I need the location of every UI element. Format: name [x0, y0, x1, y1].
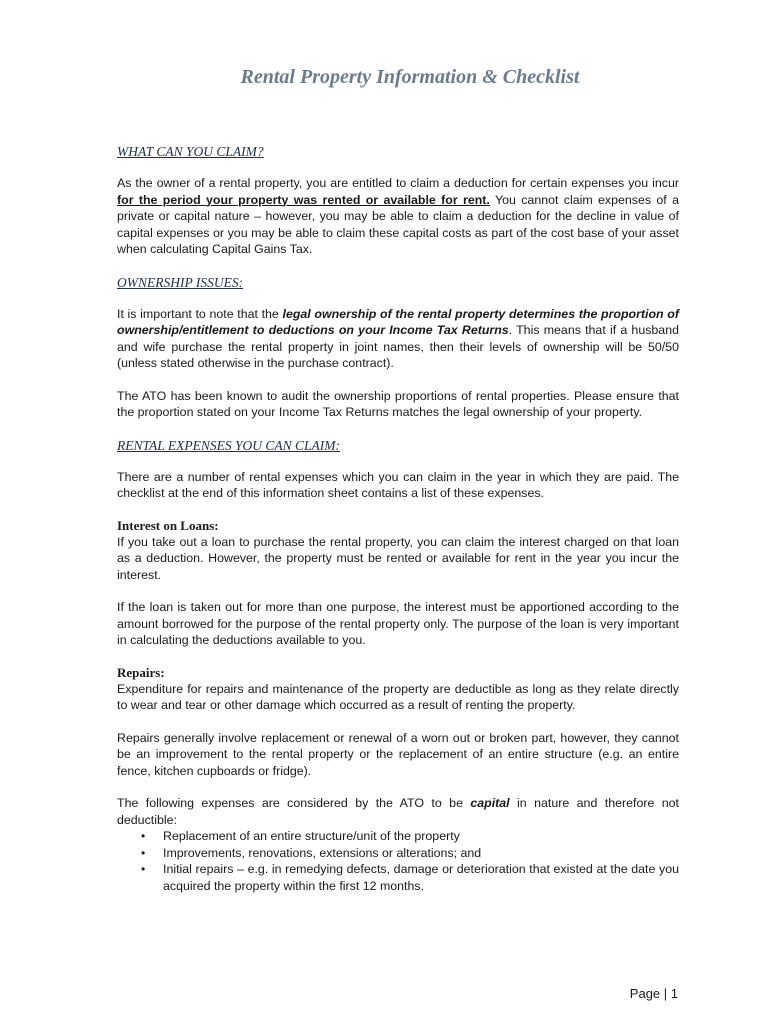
- text-run: You cannot claim expenses of a private or capital nature – however, you may be able to claim a deduction for the decline in value of capital expenses or you may be able to claim these capital costs as part of the cost base of your asset when calculating Capital Gains Tax.: [117, 192, 679, 256]
- subheading-interest-on-loans: Interest on Loans:: [117, 517, 219, 533]
- subheading-repairs: Repairs:: [117, 664, 165, 680]
- document-body: [117, 143, 679, 894]
- paragraph-ownership-2: The ATO has been known to audit the ownership proportions of rental properties. Please ensure that the proportion stated on your Income Tax Returns matches the legal ownership of your property.: [117, 388, 679, 419]
- paragraph-loans-2: If the loan is taken out for more than one purpose, the interest must be apportioned according to the amount borrowed for the purpose of the rental property only. The purpose of the loan is very important in calculating the deductions available to you.: [117, 600, 679, 647]
- emphasis-legal-ownership: legal ownership of the rental property determines the proportion of ownership/entitlement to deductions on your Income Tax Returns: [117, 306, 679, 337]
- list-item: • Replacement of an entire structure/unit of the property: [141, 828, 679, 845]
- text-run: As the owner of a rental property, you are entitled to claim a deduction for certain expenses you incur: [117, 176, 679, 190]
- emphasis-capital: capital: [470, 796, 510, 810]
- emphasis-rental-period: for the period your property was rented or available for rent.: [117, 192, 490, 207]
- paragraph-loans-1: If you take out a loan to purchase the rental property, you can claim the interest charged on that loan as a deduction. However, the property must be rented or available for rent in the year you incur the interest.: [117, 534, 679, 582]
- paragraph-ownership-1: [117, 306, 679, 372]
- capital-expenses-list: [117, 828, 679, 894]
- heading-rental-expenses: RENTAL EXPENSES YOU CAN CLAIM:: [117, 437, 341, 453]
- heading-ownership-issues: OWNERSHIP ISSUES:: [117, 274, 244, 290]
- paragraph-repairs-1: Expenditure for repairs and maintenance of the property are deductible as long as they relate directly to wear and tear or other damage which occurred as a result of renting the property.: [117, 681, 679, 712]
- heading-what-can-you-claim: WHAT CAN YOU CLAIM?: [117, 144, 264, 159]
- text-run: in nature and therefore not deductible:: [117, 796, 679, 827]
- page-number: Page | 1: [629, 986, 678, 1001]
- list-item: • Improvements, renovations, extensions or alterations; and: [141, 845, 679, 862]
- paragraph-expenses-intro: There are a number of rental expenses which you can claim in the year in which they are paid. The checklist at the end of this information sheet contains a list of these expenses.: [117, 469, 679, 500]
- text-run: The following expenses are considered by the ATO to be: [117, 796, 471, 810]
- text-run: . This means that if a husband and wife purchase the rental property in joint names, then their levels of ownership will be 50/50 (unless stated otherwise in the purchase contract).: [117, 323, 679, 370]
- paragraph-claim: [117, 175, 679, 258]
- paragraph-capital: [117, 795, 679, 828]
- text-run: It is important to note that the: [117, 306, 283, 321]
- paragraph-repairs-2: Repairs generally involve replacement or renewal of a worn out or broken part, however, they cannot be an improvement to the rental property or the replacement of an entire structure (e.g. an entire fence, kitchen cupboards or fridge).: [117, 730, 679, 778]
- page-title: Rental Property Information & Checklist: [240, 66, 580, 88]
- list-item: • Initial repairs – e.g. in remedying defects, damage or deterioration that existed at the date you acquired the property within the first 12 months.: [141, 861, 679, 894]
